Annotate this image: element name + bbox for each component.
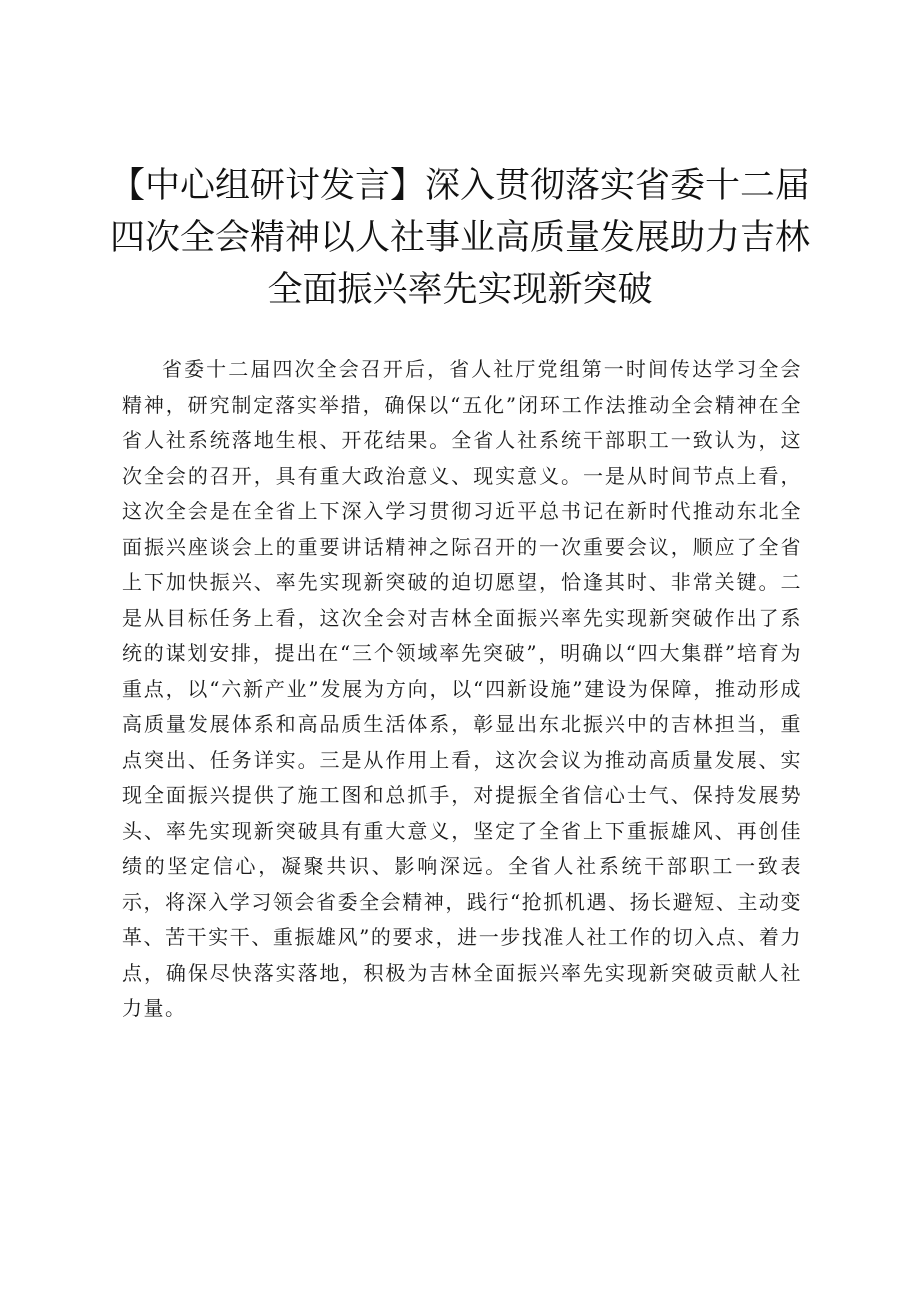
title-line-3: 全面振兴率先实现新突破 [267, 270, 653, 310]
title-line-2: 四次全会精神以人社事业高质量发展助力吉林 [110, 218, 811, 258]
title-line-1: 【中心组研讨发言】深入贯彻落实省委十二届 [110, 166, 811, 206]
document-title [110, 160, 810, 316]
body-paragraph: 省委十二届四次全会召开后，省人社厅党组第一时间传达学习全会精神，研究制定落实举措，确保以“五化”闭环工作法推动全会精神在全省人社系统落地生根、开花结果。全省人社系统干部职工一致认为，这次全会的召开，具有重大政治意义、现实意义。一是从时间节点上看，这次全会是在全省上下深入学习贯彻习近平总书记在新时代推动东北全面振兴座谈会上的重要讲话精神之际召开的一次重要会议，顺应了全省上下加快振兴、率先实现新突破的迫切愿望，恰逢其时、非常关键。二是从目标任务上看，这次全会对吉林全面振兴率先实现新突破作出了系统的谋划安排，提出在“三个领域率先突破”，明确以“四大集群”培育为重点，以“六新产业”发展为方向，以“四新设施”建设为保障，推动形成高质量发展体系和高品质生活体系，彰显出东北振兴中的吉林担当，重点突出、任务详实。三是从作用上看，这次会议为推动高质量发展、实现全面振兴提供了施工图和总抓手，对提振全省信心士气、保持发展势头、率先实现新突破具有重大意义，坚定了全省上下重振雄风、再创佳绩的坚定信心，凝聚共识、影响深远。全省人社系统干部职工一致表示，将深入学习领会省委全会精神，践行“抢抓机遇、扬长避短、主动变革、苦干实干、重振雄风”的要求，进一步找准人社工作的切入点、着力点，确保尽快落实落地，积极为吉林全面振兴率先实现新突破贡献人社力量。 [122, 357, 802, 1020]
